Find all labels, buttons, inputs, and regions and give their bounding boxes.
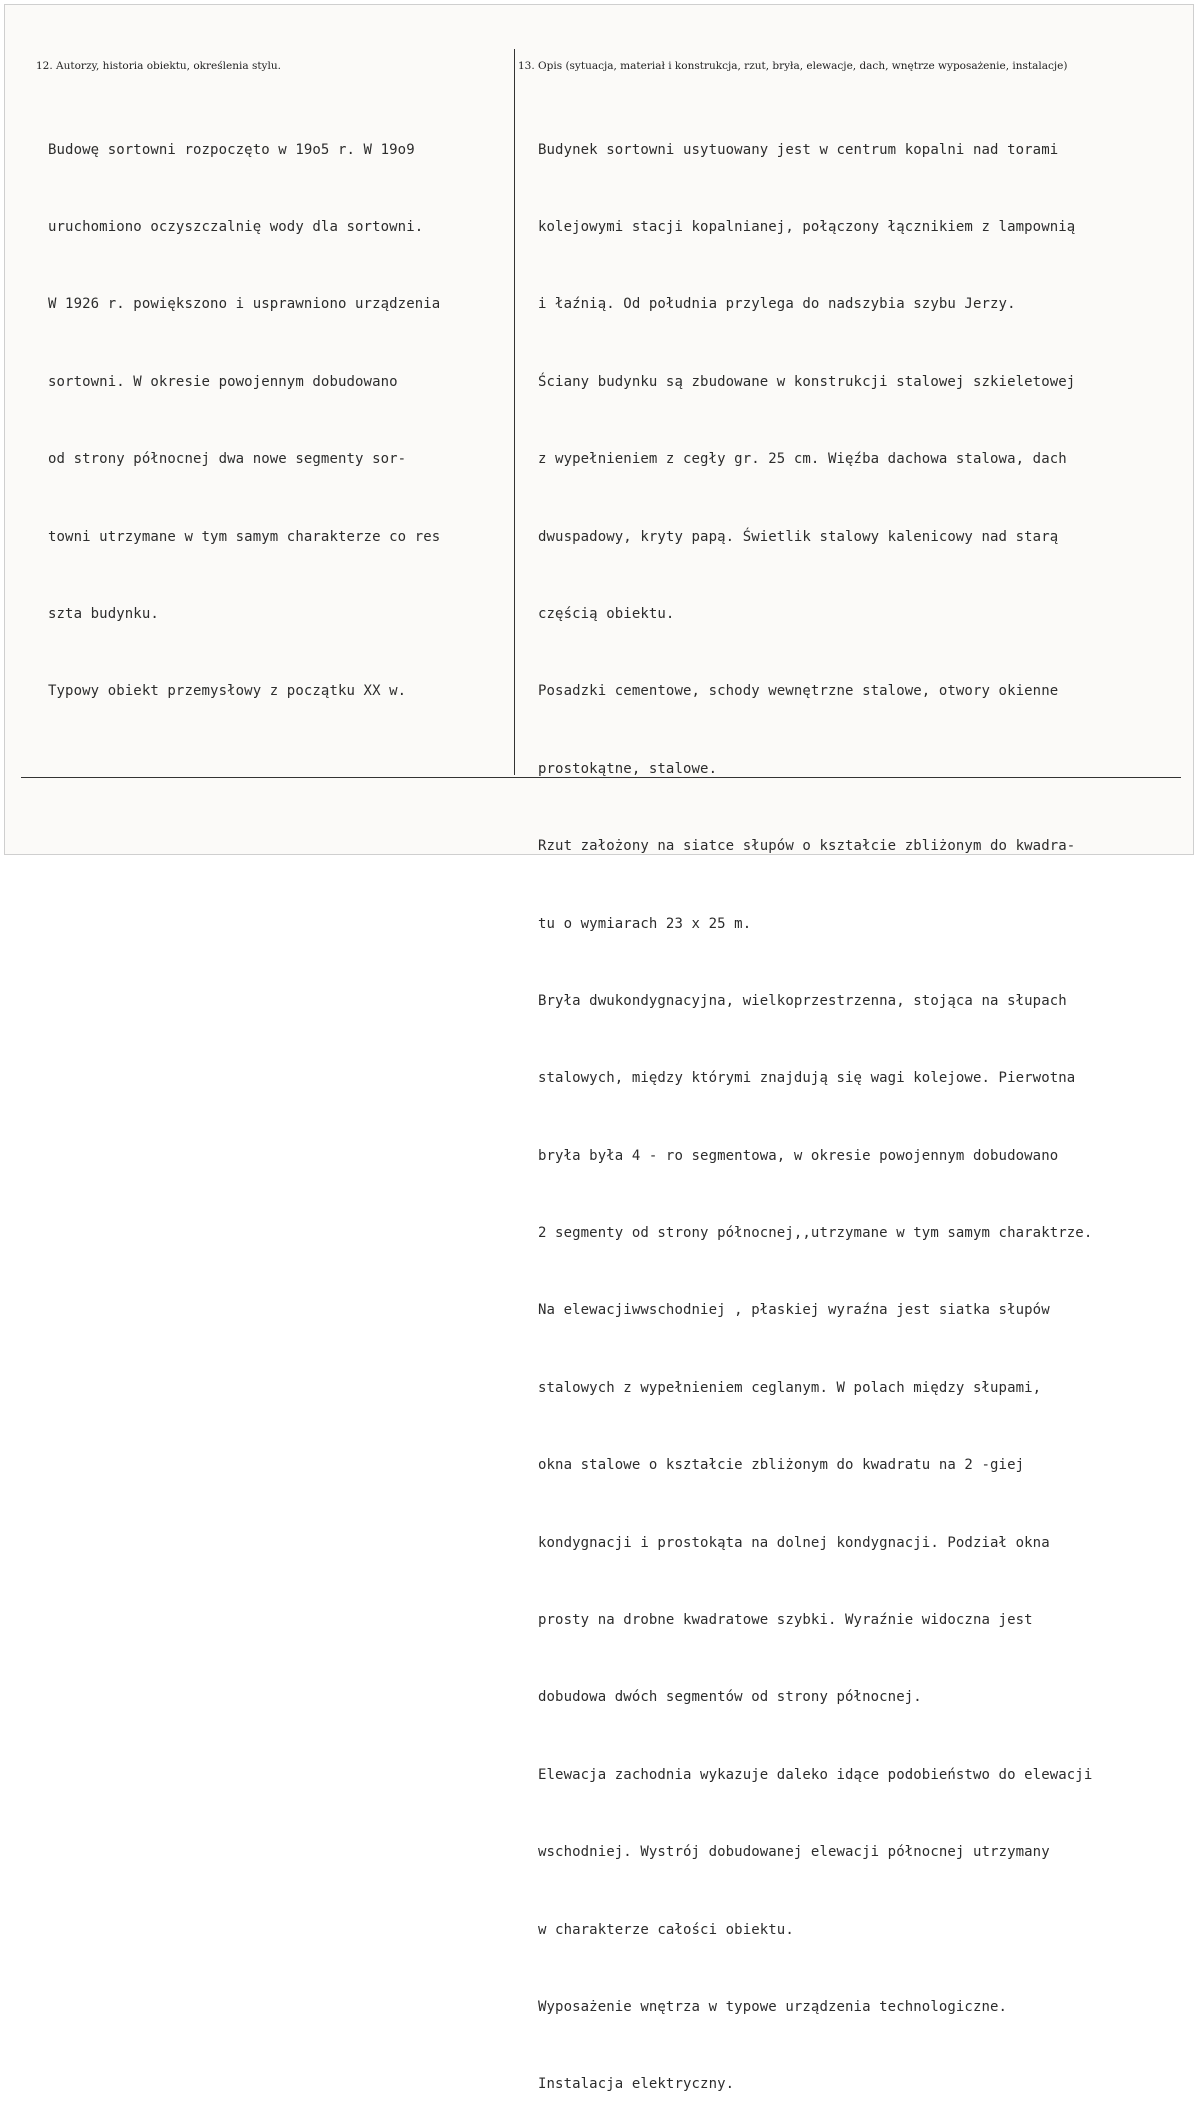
text-line: kondygnacji i prostokąta na dolnej kondygnacji. Podział okna [538, 1534, 1050, 1551]
text-line: Budynek sortowni usytuowany jest w centrum kopalni nad torami [538, 141, 1059, 158]
text-line: dobudowa dwóch segmentów od strony północnej. [538, 1689, 922, 1706]
text-line: wschodniej. Wystrój dobudowanej elewacji północnej utrzymany [538, 1844, 1050, 1861]
section-12-label: 12. Autorzy, historia obiektu, określenia stylu. [36, 60, 281, 72]
text-line: sortowni. W okresie powojennym dobudowano [48, 373, 398, 390]
text-line: Elewacja zachodnia wykazuje daleko idące podobieństwo do elewacji [538, 1766, 1093, 1783]
text-line: towni utrzymane w tym samym charakterze co res [48, 528, 441, 545]
text-line: bryła była 4 - ro segmentowa, w okresie powojennym dobudowano [538, 1147, 1059, 1164]
text-line: dwuspadowy, kryty papą. Świetlik stalowy kalenicowy nad starą [538, 528, 1059, 545]
text-line: Na elewacjiwwschodniej , płaskiej wyraźna jest siatka słupów [538, 1302, 1050, 1319]
text-line: kolejowymi stacji kopalnianej, połączony łącznikiem z lampownią [538, 218, 1076, 235]
text-line: Rzut założony na siatce słupów o kształcie zbliżonym do kwadra- [538, 838, 1076, 855]
section-12-text [48, 86, 508, 731]
text-line: uruchomiono oczyszczalnię wody dla sortowni. [48, 218, 424, 235]
text-line: W 1926 r. powiększono i usprawniono urządzenia [48, 296, 441, 313]
text-line: częścią obiektu. [538, 605, 675, 622]
text-line: Wyposażenie wnętrza w typowe urządzenia technologiczne. [538, 1998, 1008, 2015]
text-line: w charakterze całości obiektu. [538, 1921, 794, 1938]
text-line: prostokątne, stalowe. [538, 760, 718, 777]
text-line: Ściany budynku są zbudowane w konstrukcji stalowej szkieletowej [538, 373, 1076, 390]
text-line: szta budynku. [48, 605, 159, 622]
text-line: Posadzki cementowe, schody wewnętrzne stalowe, otwory okienne [538, 683, 1059, 700]
section-13-text [538, 86, 1188, 2124]
text-line: z wypełnieniem z cegły gr. 25 cm. Więźba dachowa stalowa, dach [538, 451, 1067, 468]
text-line: od strony północnej dwa nowe segmenty sor- [48, 451, 407, 468]
text-line: Instalacja elektryczny. [538, 2076, 735, 2093]
text-line: stalowych, między którymi znajdują się wagi kolejowe. Pierwotna [538, 1070, 1076, 1087]
text-line: prosty na drobne kwadratowe szybki. Wyraźnie widoczna jest [538, 1612, 1033, 1629]
text-line: 2 segmenty od strony północnej,,utrzymane w tym samym charaktrze. [538, 1225, 1093, 1242]
section-13-label: 13. Opis (sytuacja, materiał i konstrukcja, rzut, bryła, elewacje, dach, wnętrze wyposażenie, instalacje) [518, 60, 1068, 72]
text-line: Budowę sortowni rozpoczęto w 19o5 r. W 19o9 [48, 141, 415, 158]
column-divider [514, 49, 515, 775]
text-line: i łaźnią. Od południa przylega do nadszybia szybu Jerzy. [538, 296, 1016, 313]
text-line: Typowy obiekt przemysłowy z początku XX w. [48, 683, 407, 700]
text-line: stalowych z wypełnieniem ceglanym. W polach między słupami, [538, 1379, 1042, 1396]
text-line: Bryła dwukondygnacyjna, wielkoprzestrzenna, stojąca na słupach [538, 992, 1067, 1009]
text-line: okna stalowe o kształcie zbliżonym do kwadratu na 2 -giej [538, 1457, 1025, 1474]
text-line: tu o wymiarach 23 x 25 m. [538, 915, 752, 932]
